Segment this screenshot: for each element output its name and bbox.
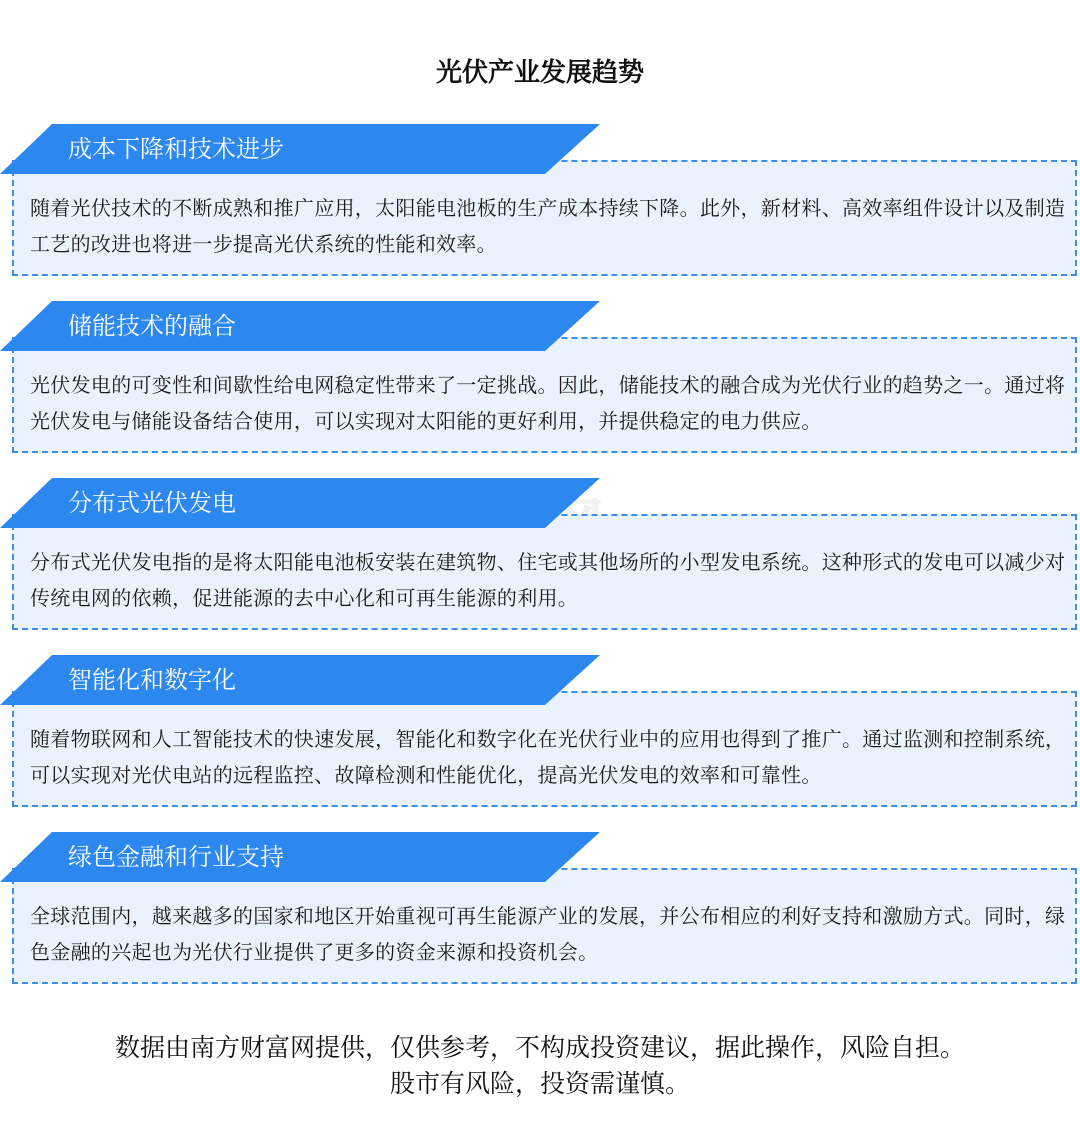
section-text: 分布式光伏发电指的是将太阳能电池板安装在建筑物、住宅或其他场所的小型发电系统。这种形式的发电可以减少对传统电网的依赖，促进能源的去中心化和可再生能源的利用。 <box>30 550 1066 610</box>
section-content-box <box>12 868 1077 984</box>
section-heading: 智能化和数字化 <box>68 666 236 694</box>
section-text: 随着物联网和人工智能技术的快速发展，智能化和数字化在光伏行业中的应用也得到了推广。通过监测和控制系统，可以实现对光伏电站的远程监控、故障检测和性能优化，提高光伏发电的效率和可靠性。 <box>30 727 1066 787</box>
section-text: 随着光伏技术的不断成熟和推广应用，太阳能电池板的生产成本持续下降。此外，新材料、高效率组件设计以及制造工艺的改进也将进一步提高光伏系统的性能和效率。 <box>30 196 1066 256</box>
footer-risk-warning: 股市有风险，投资需谨慎。 <box>389 1069 690 1098</box>
section-text: 全球范围内，越来越多的国家和地区开始重视可再生能源产业的发展，并公布相应的利好支持和激励方式。同时，绿色金融的兴起也为光伏行业提供了更多的资金来源和投资机会。 <box>30 904 1066 964</box>
section-heading: 分布式光伏发电 <box>68 489 236 517</box>
section-heading: 储能技术的融合 <box>68 312 236 340</box>
page-title: 光伏产业发展趋势 <box>435 58 644 88</box>
section-text: 光伏发电的可变性和间歇性给电网稳定性带来了一定挑战。因此，储能技术的融合成为光伏行业的趋势之一。通过将光伏发电与储能设备结合使用，可以实现对太阳能的更好利用，并提供稳定的电力供应。 <box>30 373 1066 433</box>
section-content-box <box>12 691 1077 807</box>
footer-disclaimer: 数据由南方财富网提供，仅供参考，不构成投资建议，据此操作，风险自担。 <box>114 1033 965 1062</box>
section-heading: 成本下降和技术进步 <box>68 135 284 163</box>
section-heading: 绿色金融和行业支持 <box>68 843 284 871</box>
section-content-box <box>12 514 1077 630</box>
section-content-box <box>12 337 1077 453</box>
section-content-box <box>12 160 1077 276</box>
